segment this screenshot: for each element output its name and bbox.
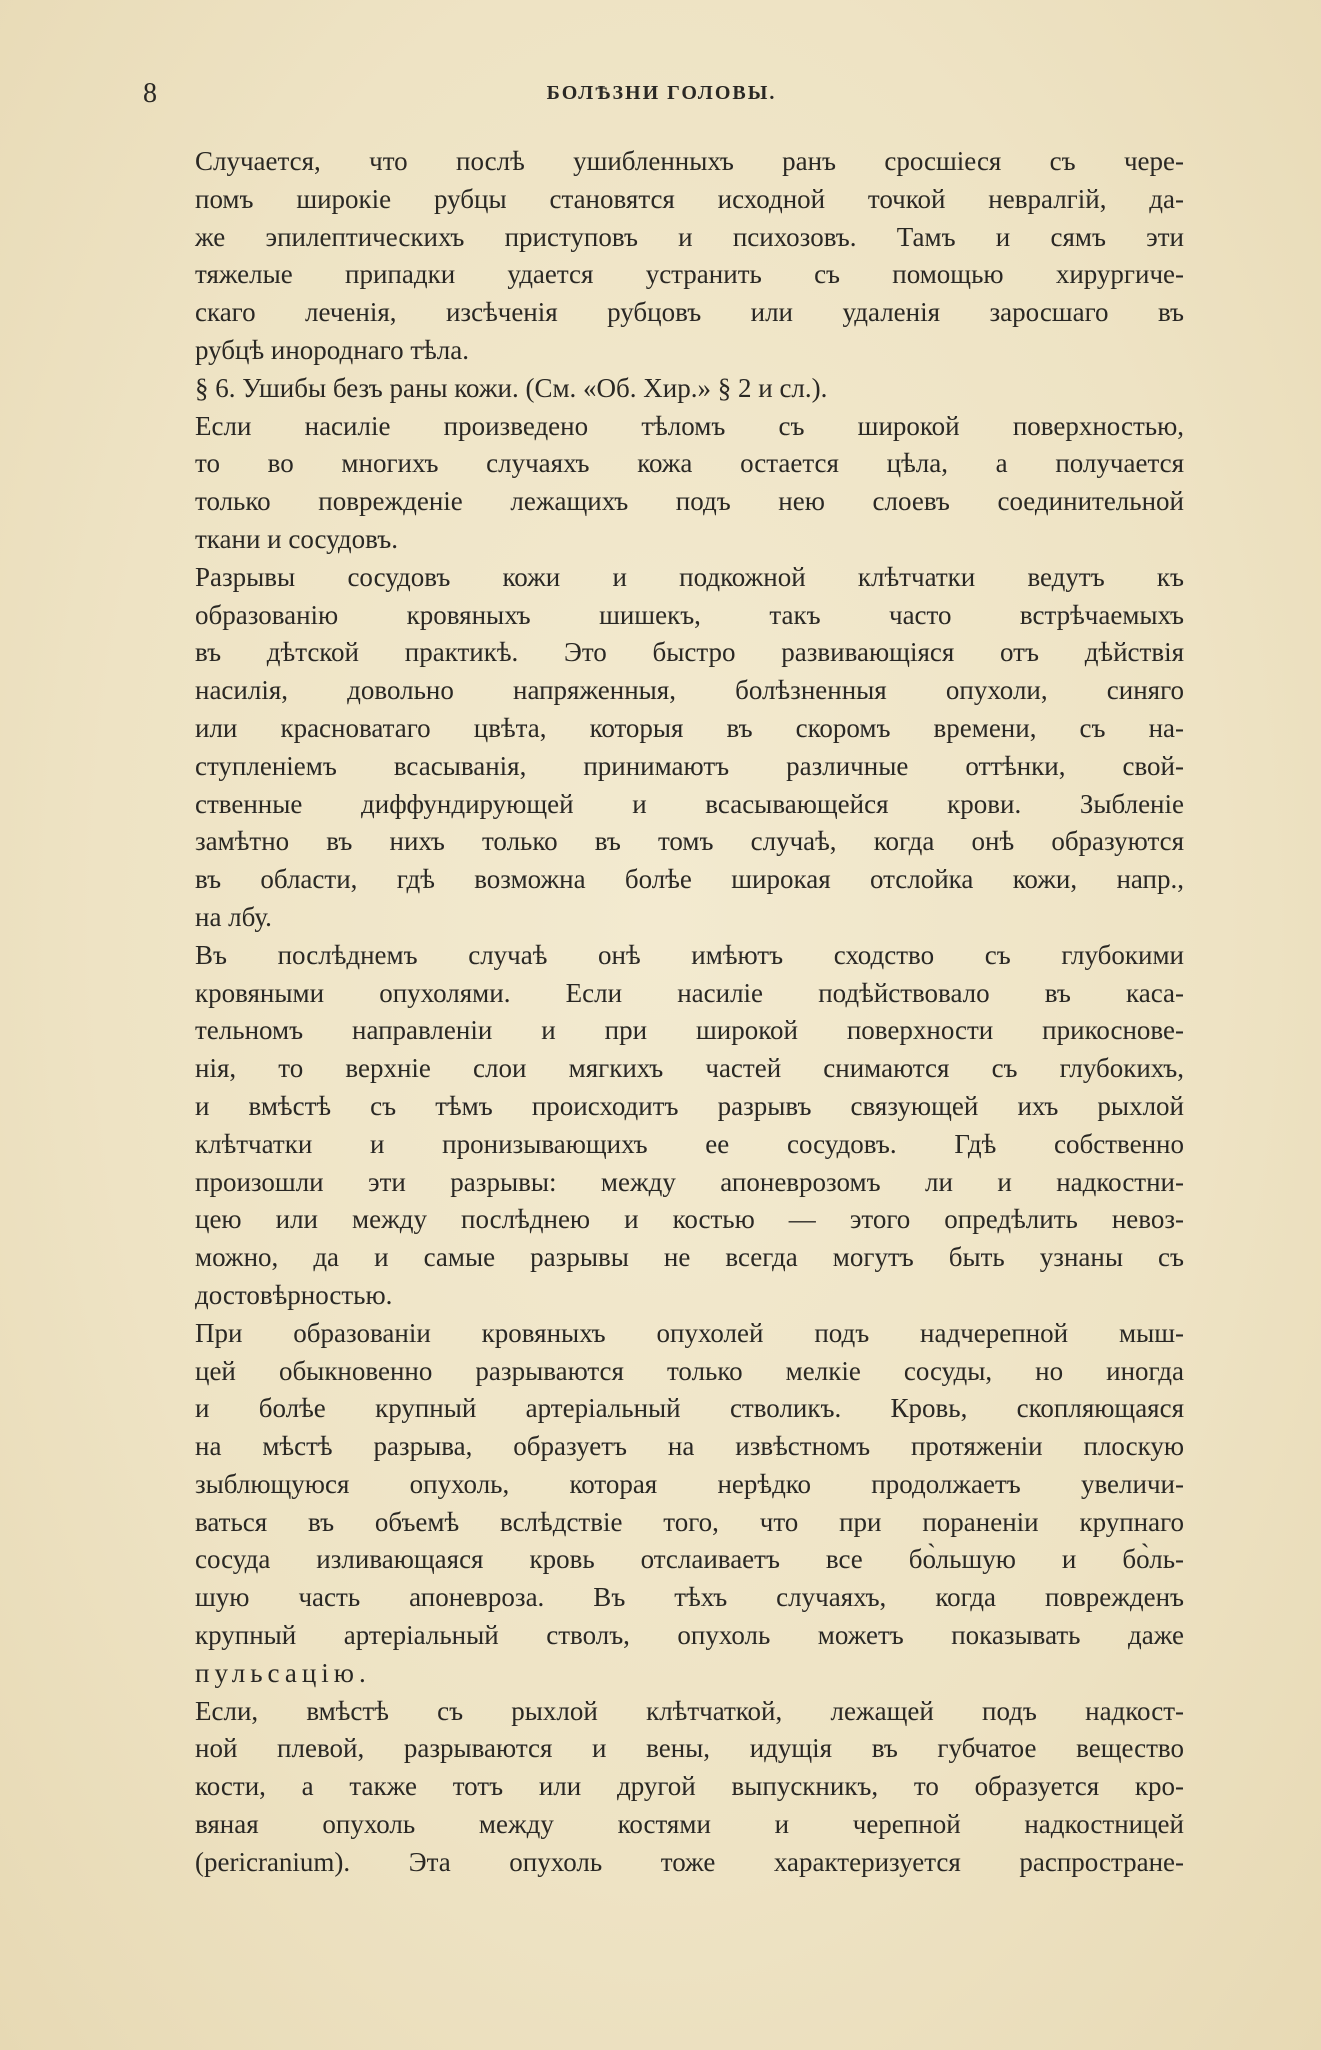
body-text bbox=[137, 143, 1184, 1882]
text-line: кровяными опухолями. Если насиліе подѣйствовало въ каса- bbox=[195, 977, 1184, 1008]
text-line: и болѣе крупный артеріальный стволикъ. Кровь, скопляющаяся bbox=[195, 1393, 1184, 1424]
text-line: рубцѣ инороднаго тѣла. bbox=[195, 334, 469, 365]
text-line: пульсацію. bbox=[195, 1657, 371, 1688]
text-line: ственные диффундирующей и всасывающейся крови. Зыбленіе bbox=[195, 788, 1184, 819]
paragraph bbox=[137, 143, 1184, 370]
text-line: то во многихъ случаяхъ кожа остается цѣла, а получается bbox=[195, 448, 1184, 479]
section-heading-line: § 6. Ушибы безъ раны кожи. (См. «Об. Хир.» § 2 и сл.). bbox=[195, 372, 828, 403]
text-line: или красноватаго цвѣта, которыя въ скоромъ времени, съ на- bbox=[195, 712, 1184, 743]
text-line: произошли эти разрывы: между апоневрозомъ ли и надкостни- bbox=[195, 1166, 1184, 1197]
text-line: замѣтно въ нихъ только въ томъ случаѣ, когда онѣ образуются bbox=[195, 826, 1184, 857]
text-line: же эпилептическихъ приступовъ и психозовъ. Тамъ и сямъ эти bbox=[195, 221, 1184, 252]
paragraph bbox=[137, 937, 1184, 1315]
text-line: При образованіи кровяныхъ опухолей подъ надчерепной мыш- bbox=[195, 1317, 1184, 1348]
text-line: только поврежденіе лежащихъ подъ нею слоевъ соединительной bbox=[195, 486, 1184, 517]
text-line: Если, вмѣстѣ съ рыхлой клѣтчаткой, лежащей подъ надкост- bbox=[195, 1695, 1184, 1726]
text-line: ной плевой, разрываются и вены, идущія въ губчатое вещество bbox=[195, 1733, 1184, 1764]
text-line: Въ послѣднемъ случаѣ онѣ имѣютъ сходство съ глубокими bbox=[195, 939, 1184, 970]
text-line: Если насиліе произведено тѣломъ съ широкой поверхностью, bbox=[195, 410, 1184, 441]
text-line: тяжелые припадки удается устранить съ помощью хирургиче- bbox=[195, 259, 1184, 290]
text-line: цею или между послѣднею и костью — этого опредѣлить невоз- bbox=[195, 1204, 1184, 1235]
paragraph bbox=[137, 1693, 1184, 1882]
paragraph bbox=[137, 559, 1184, 937]
text-line: образованію кровяныхъ шишекъ, такъ часто встрѣчаемыхъ bbox=[195, 599, 1184, 630]
text-line: Случается, что послѣ ушибленныхъ ранъ сросшіеся съ чере- bbox=[195, 146, 1184, 176]
text-line: крупный артеріальный стволъ, опухоль можетъ показывать даже bbox=[195, 1620, 1184, 1651]
text-line: (pericranium). Эта опухоль тоже характеризуется распростране- bbox=[195, 1846, 1184, 1877]
text-line: нія, то верхніе слои мягкихъ частей снимаются съ глубокихъ, bbox=[195, 1053, 1184, 1084]
page-number: 8 bbox=[143, 78, 157, 109]
text-line: скаго леченія, изсѣченія рубцовъ или удаленія заросшаго въ bbox=[195, 297, 1184, 328]
text-line: сосуда изливающаяся кровь отслаиваетъ все бо̀льшую и бо̀ль- bbox=[195, 1544, 1184, 1575]
text-line: вяная опухоль между костями и черепной надкостницей bbox=[195, 1809, 1184, 1840]
text-line: клѣтчатки и пронизывающихъ ее сосудовъ. Гдѣ собственно bbox=[195, 1128, 1184, 1159]
text-line: ваться въ объемѣ вслѣдствіе того, что при пораненіи крупнаго bbox=[195, 1506, 1184, 1537]
text-line: зыблющуюся опухоль, которая нерѣдко продолжаетъ увеличи- bbox=[195, 1468, 1184, 1499]
paragraph bbox=[137, 1315, 1184, 1693]
paragraph bbox=[137, 408, 1184, 559]
text-line: тельномъ направленіи и при широкой поверхности прикоснове- bbox=[195, 1015, 1184, 1046]
text-line: въ области, гдѣ возможна болѣе широкая отслойка кожи, напр., bbox=[195, 864, 1184, 895]
text-line: шую часть апоневроза. Въ тѣхъ случаяхъ, когда поврежденъ bbox=[195, 1582, 1184, 1613]
section-heading bbox=[137, 370, 1184, 408]
text-line: достовѣрностью. bbox=[195, 1279, 393, 1310]
text-line: въ дѣтской практикѣ. Это быстро развивающіяся отъ дѣйствія bbox=[195, 637, 1184, 668]
text-line: насилія, довольно напряженныя, болѣзненныя опухоли, синяго bbox=[195, 675, 1184, 706]
page-header bbox=[143, 78, 1180, 114]
text-line: можно, да и самые разрывы не всегда могутъ быть узнаны съ bbox=[195, 1242, 1184, 1273]
text-line: ступленіемъ всасыванія, принимаютъ различные оттѣнки, свой- bbox=[195, 750, 1184, 781]
text-line: на мѣстѣ разрыва, образуетъ на извѣстномъ протяженіи плоскую bbox=[195, 1431, 1184, 1462]
running-title: БОЛѢЗНИ ГОЛОВЫ. bbox=[546, 82, 777, 104]
text-line: цей обыкновенно разрываются только мелкіе сосуды, но иногда bbox=[195, 1355, 1184, 1386]
text-line: кости, а также тотъ или другой выпускникъ, то образуется кро- bbox=[195, 1771, 1184, 1802]
text-line: и вмѣстѣ съ тѣмъ происходитъ разрывъ связующей ихъ рыхлой bbox=[195, 1090, 1184, 1121]
text-line: ткани и сосудовъ. bbox=[195, 523, 398, 554]
text-line: на лбу. bbox=[195, 901, 272, 932]
text-line: Разрывы сосудовъ кожи и подкожной клѣтчатки ведутъ къ bbox=[195, 561, 1184, 592]
text-line: помъ широкіе рубцы становятся исходной точкой невралгій, да- bbox=[195, 183, 1184, 214]
